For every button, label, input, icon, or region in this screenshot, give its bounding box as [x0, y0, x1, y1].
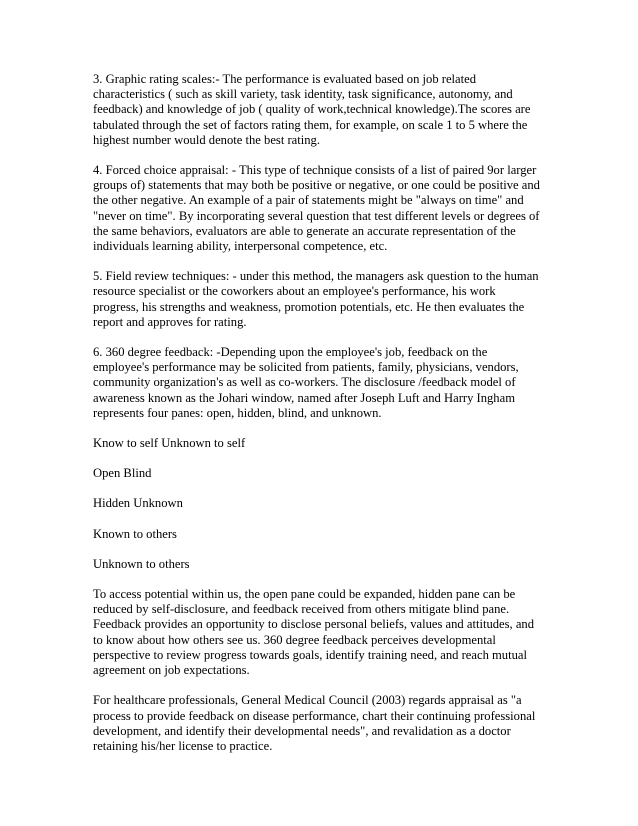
johari-label-unknown-to-others: Unknown to others: [93, 556, 190, 571]
johari-row-hidden-unknown: Hidden Unknown: [93, 496, 183, 511]
johari-label-known-to-others: Known to others: [93, 526, 177, 541]
paragraph-graphic-rating-scales: 3. Graphic rating scales:- The performance is evaluated based on job related characteristics ( such as skill variety, task identity, task significance, autonomy, and feedback) and knowledge of job ( quality of work,technical knowledge).The scores are tabulated through the set of factors rating them, for example, on scale 1 to 5 where the highest number would denote the best rating.: [93, 72, 531, 147]
johari-header-line: Know to self Unknown to self: [93, 436, 246, 451]
paragraph-access-potential: To access potential within us, the open pane could be expanded, hidden pane can be reduced by self-disclosure, and feedback received from others mitigate blind pane. Feedback provides an opportunity to disclose personal beliefs, values and attitudes, and to know about how others see us. 360 degree feedback perceives developmental perspective to review progress towards goals, identify training need, and reach mutual agreement on job expectations.: [93, 587, 535, 678]
johari-row-open-blind: Open Blind: [93, 466, 152, 481]
paragraph-360-degree-feedback: 6. 360 degree feedback: -Depending upon the employee's job, feedback on the employee's performance may be solicited from patients, family, physicians, vendors, community organization's as well as co-workers. The disclosure /feedback model of awareness known as the Johari window, named after Joseph Luft and Harry Ingham represents four panes: open, hidden, blind, and unknown.: [93, 345, 519, 420]
paragraph-field-review-techniques: 5. Field review techniques: - under this method, the managers ask question to the human resource specialist or the coworkers about an employee's performance, his work progress, his strengths and weakness, promotion potentials, etc. He then evaluates the report and approves for rating.: [93, 269, 539, 329]
paragraph-healthcare-professionals: For healthcare professionals, General Medical Council (2003) regards appraisal as "a process to provide feedback on disease performance, chart their continuing professional development, and identify their developmental needs", and revalidation as a doctor retaining his/her license to practice.: [93, 693, 536, 753]
paragraph-forced-choice-appraisal: 4. Forced choice appraisal: - This type of technique consists of a list of paired 9or larger groups of) statements that may both be positive or negative, or one could be positive and the other negative. An example of a pair of statements might be "always on time" and "never on time". By incorporating several question that test different levels or degrees of the same behaviors, evaluators are able to generate an accurate representation of the individuals learning ability, interpersonal competence, etc.: [93, 163, 540, 254]
